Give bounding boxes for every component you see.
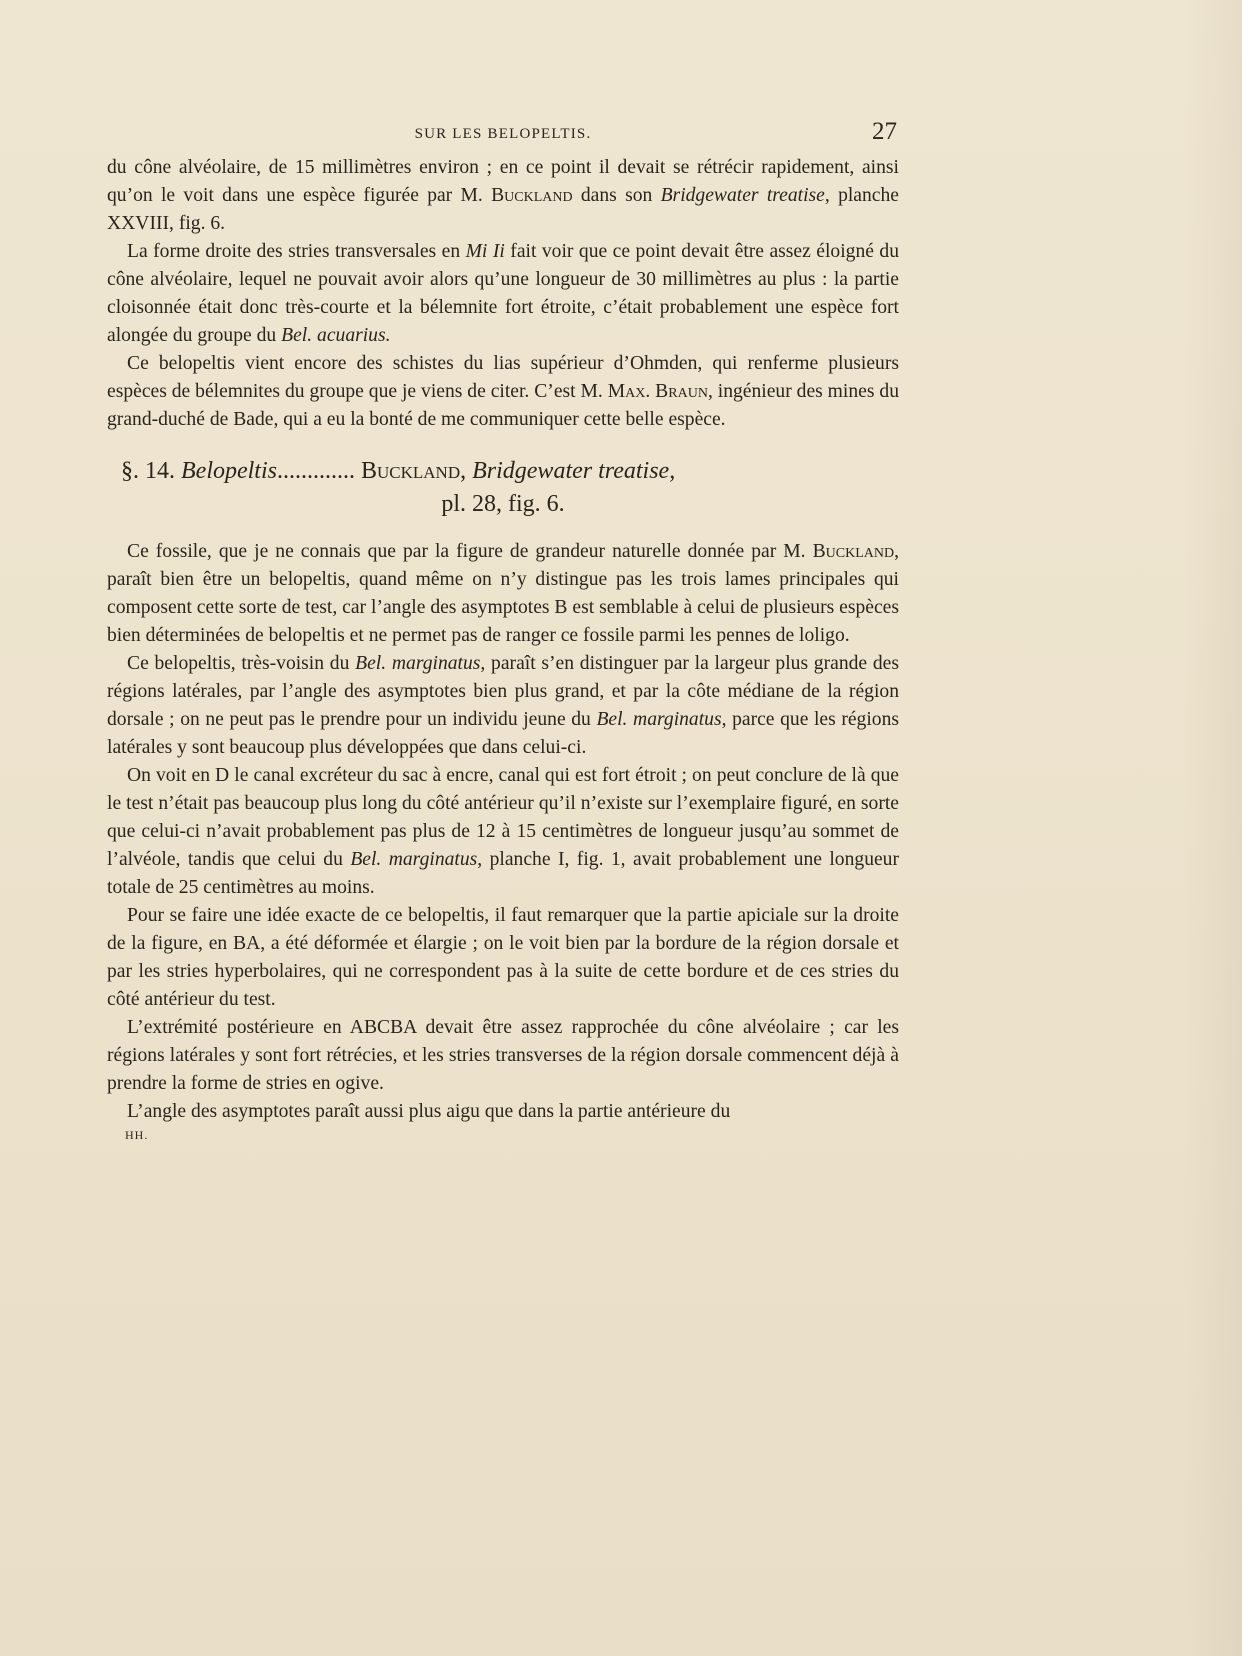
page-number: 27 [872,118,897,145]
paragraph [107,238,899,350]
text-run: Ce belopeltis vient encore des schistes du lias supérieur d’Ohmden, qui renferme plusieurs espèces de bélemnites du groupe que je viens de citer. C’est M. [107,353,899,402]
section-heading [107,456,899,520]
genus-name: Belopeltis [181,458,277,484]
italic-text: Bel. marginatus [355,653,481,674]
small-caps-text: Buckland [812,541,895,562]
running-title: SUR LES BELOPELTIS. [414,126,592,142]
text-run: La forme droite des stries transversales en [127,241,466,262]
text-run: , paraît s’en distinguer par la largeur plus grande des régions latérales, par l’angle des asymptotes bien plus grand, et par la côte médiane de la région dorsale ; on ne peut pas le prendre pour un individu jeune du [107,653,899,730]
paragraphs-before-heading [107,154,899,434]
paragraph [107,538,899,650]
paragraph [107,650,899,762]
paragraph [107,154,899,238]
text-run: fait voir que ce point devait être assez éloigné du cône alvéolaire, lequel ne pouvait avoir alors qu’une longueur de 30 millimètres au plus : la partie cloisonnée était donc très-courte et la bélemnite fort étroite, c’était probablement une espèce fort alongée du groupe du [107,241,899,346]
text-run: , planche I, fig. 1, avait probablement une longueur totale de 25 centimètres au moins. [107,849,900,898]
author-name: Buckland, [360,458,467,484]
text-run: , parce que les régions latérales y sont beaucoup plus développées que dans celui-ci. [107,709,900,758]
italic-text: Bel. marginatus [350,849,478,870]
small-caps-text: Max. Braun [607,381,708,402]
dot-leader: ............. [276,458,355,484]
text-run: , paraît bien être un belopeltis, quand même on n’y distingue pas les trois lames principales qui composent cette sorte de test, car l’angle des asymptotes B est semblable à celui de plusieurs espèces bien déterminées de belopeltis et ne permet pas de ranger ce fossile parmi les pennes de loligo. [107,541,899,646]
paragraph [107,1014,899,1098]
paragraph [107,762,899,902]
paragraphs-after-heading [107,538,899,1126]
section-number: §. 14. [121,458,175,484]
text-run: , planche XXVIII, fig. 6. [107,185,899,234]
reference-title: Bridgewater treatise, [472,458,676,484]
text-run: On voit en D le canal excréteur du sac à encre, canal qui est fort étroit ; on peut conclure de là que le test n’était pas beaucoup plus long du côté antérieur qu’il n’existe sur l’exemplaire figuré, en sorte que celui-ci n’avait probablement pas plus de 12 à 15 centimètres de longueur jusqu’au sommet de l’alvéole, tandis que celui du [107,765,899,870]
italic-text: Bel. acuarius. [281,325,391,346]
plate-reference: pl. 28, fig. 6. [441,491,565,517]
text-run: dans son [572,185,661,206]
paragraph [107,350,899,434]
text-run: L’angle des asymptotes paraît aussi plus aigu que dans la partie antérieure du [127,1101,731,1122]
paragraph [107,1098,899,1126]
paragraph [107,902,899,1014]
section-heading-line-1 [107,456,899,487]
small-caps-text: Buckland [491,185,573,206]
italic-text: Bel. marginatus [596,709,722,730]
text-run: Pour se faire une idée exacte de ce belopeltis, il faut remarquer que la partie apiciale sur la droite de la figure, en BA, a été déformée et élargie ; on le voit bien par la bordure de la région dorsale et par les stries hyperbolaires, qui ne correspondent pas à la suite de cette bordure et de ces stries du côté antérieur du test. [107,905,899,1010]
running-head [107,118,899,148]
text-run: Ce belopeltis, très-voisin du [127,653,356,674]
signature-mark: HH. [125,1128,149,1142]
text-column [107,118,899,1143]
text-run: Ce fossile, que je ne connais que par la figure de grandeur naturelle donnée par M. [127,541,813,562]
text-run: du cône alvéolaire, de 15 millimètres environ ; en ce point il devait se rétrécir rapidement, ainsi qu’on le voit dans une espèce figurée par M. [107,157,899,206]
text-run: , ingénieur des mines du grand-duché de Bade, qui a eu la bonté de me communiquer cette belle espèce. [107,381,899,430]
italic-text: Mi Ii [465,241,505,262]
text-run: L’extrémité postérieure en ABCBA devait être assez rapprochée du cône alvéolaire ; car les régions latérales y sont fort rétrécies, et les stries transverses de la région dorsale commencent déjà à prendre la forme de stries en ogive. [107,1017,899,1094]
italic-text: Bridgewater treatise [660,185,825,206]
